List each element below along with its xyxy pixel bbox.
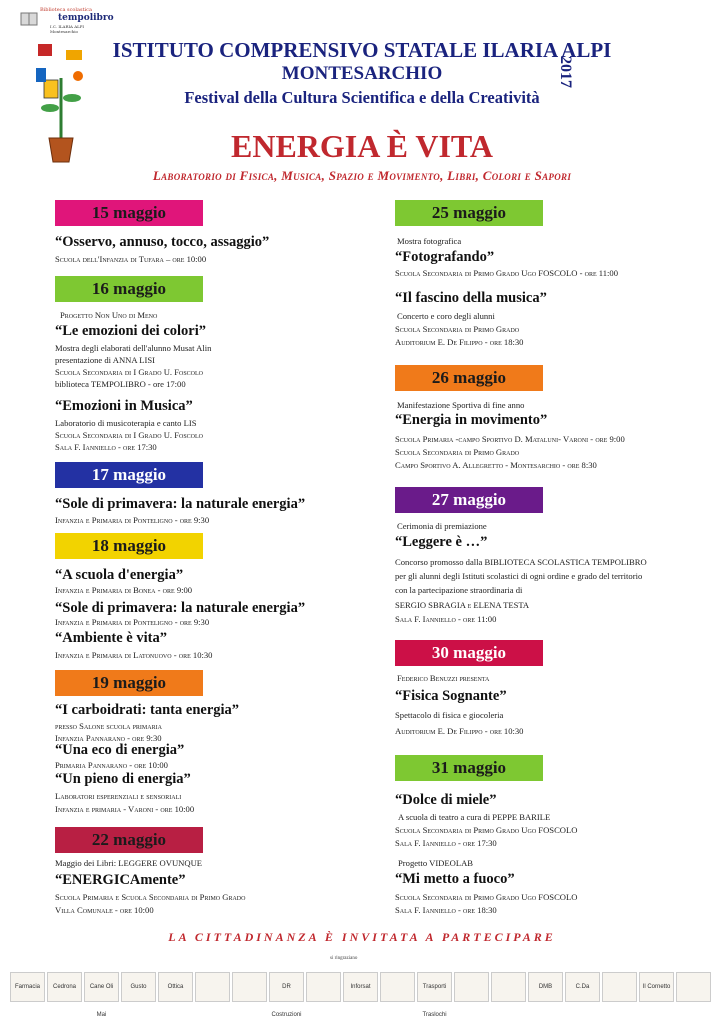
tempolibro-logo <box>18 6 114 36</box>
event-title: “Mi metto a fuoco” <box>395 871 515 887</box>
sponsor-logo: Il Cornetto <box>639 972 674 1002</box>
date-badge-18: 18 maggio <box>55 533 203 559</box>
sponsor-logo: Farmacia <box>10 972 45 1002</box>
festival-name: Festival della Cultura Scientifica e della Creatività <box>184 88 540 107</box>
sponsor-logo: Ottica <box>158 972 193 1002</box>
event-detail: Mostra degli elaborati dell'alunno Musat Alin <box>55 343 212 353</box>
event-intro: Maggio dei Libri: LEGGERE OVUNQUE <box>55 858 203 868</box>
event-title: “Ambiente è vita” <box>55 630 167 646</box>
event-title: “Una eco di energia” <box>55 742 185 758</box>
event-title: “Il fascino della musica” <box>395 290 547 306</box>
event-intro: Federico Benuzzi presenta <box>397 673 490 683</box>
event-title: “I carboidrati: tanta energia” <box>55 702 240 718</box>
footer-invitation: LA CITTADINANZA È INVITATA A PARTECIPARE <box>168 930 556 944</box>
event-title: “A scuola d'energia” <box>55 567 184 583</box>
event-title: “Sole di primavera: la naturale energia” <box>55 496 306 512</box>
sponsor-logo: C.Da <box>565 972 600 1002</box>
event-detail: Scuola Primaria e Scuola Secondaria di Primo Grado <box>55 892 246 902</box>
date-badge-31: 31 maggio <box>395 755 543 781</box>
sponsor-logo <box>602 972 637 1002</box>
event-title: “ENERGICAmente” <box>55 872 186 888</box>
event-detail: Sala F. Ianniello - ore 17:30 <box>55 442 157 452</box>
event-detail: presentazione di ANNA LISI <box>55 355 155 365</box>
date-badge-25: 25 maggio <box>395 200 543 226</box>
event-detail: Infanzia e Primaria di Ponteligno - ore 9:30 <box>55 617 210 627</box>
event-detail: Concerto e coro degli alunni <box>397 311 495 321</box>
sponsor-logo: DR Costruzioni <box>269 972 304 1002</box>
logo-sub: I.C. ILARIA ALPI Montesarchio <box>50 24 85 34</box>
sponsor-logo <box>380 972 415 1002</box>
sponsor-logo: Inforsat <box>343 972 378 1002</box>
event-detail: Scuola Secondaria di Primo Grado Ugo FOSCOLO - ore 11:00 <box>395 268 619 278</box>
logo-book-icon <box>20 10 38 28</box>
event-intro: Progetto Non Uno di Meno <box>60 310 158 320</box>
event-detail: Auditorium E. De Filippo - ore 18:30 <box>395 337 524 347</box>
event-title: “Dolce di miele” <box>395 792 497 808</box>
event-detail: Scuola Secondaria di I Grado U. Foscolo <box>55 367 203 377</box>
logo-name: tempolibro <box>58 13 114 23</box>
event-detail: biblioteca TEMPOLIBRO - ore 17:00 <box>55 379 186 389</box>
school-town: MONTESARCHIO <box>281 63 443 84</box>
date-badge-26: 26 maggio <box>395 365 543 391</box>
sponsor-logo <box>306 972 341 1002</box>
school-name: ISTITUTO COMPRENSIVO STATALE ILARIA ALPI <box>112 38 612 62</box>
event-detail: Scuola dell'Infanzia di Tufara – ore 10:00 <box>55 254 207 264</box>
event-detail: A scuola di teatro a cura di PEPPE BARILE <box>398 812 551 822</box>
event-detail: per gli alunni degli Istituti scolastici di ogni ordine e grado del territorio <box>395 571 643 581</box>
event-detail: Sala F. Ianniello - ore 18:30 <box>395 905 497 915</box>
date-badge-15: 15 maggio <box>55 200 203 226</box>
event-detail: Laboratorio di musicoterapia e canto LIS <box>55 418 197 428</box>
event-title: “Osservo, annuso, tocco, assaggio” <box>55 234 270 250</box>
sponsor-logo: Cane Oli Mai <box>84 972 119 1002</box>
event-detail: Scuola Secondaria di Primo Grado Ugo FOSCOLO <box>395 825 578 835</box>
sponsor-logo: Cedrona <box>47 972 82 1002</box>
event-title: “Fisica Sognante” <box>395 688 507 704</box>
event-detail: Scuola Secondaria di I Grado U. Foscolo <box>55 430 203 440</box>
festival-year: 2017 <box>557 56 574 88</box>
event-detail: Scuola Secondaria di Primo Grado <box>395 447 520 457</box>
event-detail: Scuola Secondaria di Primo Grado <box>395 324 520 334</box>
sponsor-logo: DMB <box>528 972 563 1002</box>
event-title: “Un pieno di energia” <box>55 771 191 787</box>
date-badge-16: 16 maggio <box>55 276 203 302</box>
event-detail: Scuola Primaria -campo Sportivo D. Mataluni- Varoni - ore 9:00 <box>395 434 625 444</box>
event-detail: Infanzia Pannarano - ore 9:30 <box>55 733 162 743</box>
sponsor-logo <box>232 972 267 1002</box>
event-title: “Fotografando” <box>395 249 495 265</box>
event-detail: con la partecipazione straordinaria di <box>395 585 523 595</box>
event-intro: Mostra fotografica <box>397 236 462 246</box>
event-detail: Auditorium E. De Filippo - ore 10:30 <box>395 726 524 736</box>
event-detail: Spettacolo di fisica e giocoleria <box>395 710 504 720</box>
event-detail: Sala F. Ianniello - ore 17:30 <box>395 838 497 848</box>
event-detail: SERGIO SBRAGIA e ELENA TESTA <box>395 600 530 610</box>
event-title: “Sole di primavera: la naturale energia” <box>55 600 306 616</box>
event-detail: Campo Sportivo A. Allegretto - Montesarchio - ore 8:30 <box>395 460 597 470</box>
event-title: “Le emozioni dei colori” <box>55 323 207 339</box>
event-title: “Emozioni in Musica” <box>55 398 193 414</box>
sponsors-label: si ringraziano <box>330 956 358 961</box>
event-intro: Cerimonia di premiazione <box>397 521 487 531</box>
event-detail: presso Salone scuola primaria <box>55 721 162 731</box>
event-detail: Infanzia e Primaria di Latonuovo - ore 10:30 <box>55 650 213 660</box>
event-detail: Laboratori esperenziali e sensoriali <box>55 791 182 801</box>
sponsor-logo <box>454 972 489 1002</box>
event-detail: Concorso promosso dalla BIBLIOTECA SCOLASTICA TEMPOLIBRO <box>395 557 647 567</box>
event-detail: Infanzia e Primaria di Bonea - ore 9:00 <box>55 585 193 595</box>
poster-subtitle: Laboratorio di Fisica, Musica, Spazio e Movimento, Libri, Colori e Sapori <box>152 168 572 183</box>
poster-title: ENERGIA È VITA <box>231 128 493 164</box>
date-badge-22: 22 maggio <box>55 827 203 853</box>
sponsor-logo: Gusto <box>121 972 156 1002</box>
date-badge-30: 30 maggio <box>395 640 543 666</box>
event-detail: Scuola Secondaria di Primo Grado Ugo FOSCOLO <box>395 892 578 902</box>
event-detail: Sala F. Ianniello - ore 11:00 <box>395 614 497 624</box>
event-intro: Progetto VIDEOLAB <box>398 858 474 868</box>
event-detail: Villa Comunale - ore 10:00 <box>55 905 154 915</box>
event-detail: Infanzia e primaria - Varoni - ore 10:00 <box>55 804 195 814</box>
sponsor-logo <box>491 972 526 1002</box>
event-title: “Energia in movimento” <box>395 412 548 428</box>
sponsor-logo <box>676 972 711 1002</box>
event-detail: Infanzia e Primaria di Ponteligno - ore 9:30 <box>55 515 210 525</box>
event-title: “Leggere è …” <box>395 534 488 550</box>
sponsor-logos <box>10 972 714 1018</box>
date-badge-19: 19 maggio <box>55 670 203 696</box>
sponsor-logo <box>195 972 230 1002</box>
logo-top-text: Biblioteca scolastica <box>40 7 92 13</box>
sponsor-logo: Trasporti Traslochi <box>417 972 452 1002</box>
event-detail: Primaria Pannarano - ore 10:00 <box>55 760 168 770</box>
event-intro: Manifestazione Sportiva di fine anno <box>397 400 525 410</box>
date-badge-27: 27 maggio <box>395 487 543 513</box>
date-badge-17: 17 maggio <box>55 462 203 488</box>
